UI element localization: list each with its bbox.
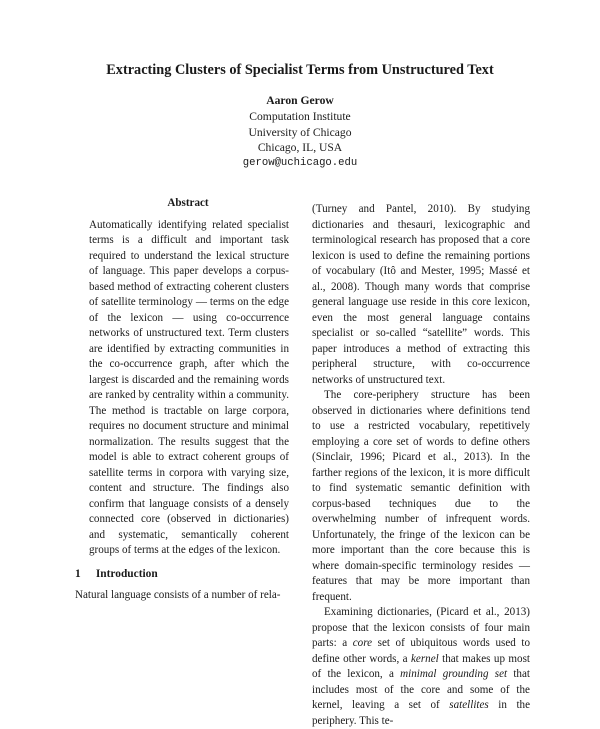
term-kernel: kernel [410,652,439,665]
author-block [0,93,600,172]
introduction-paragraph: Natural language consists of a number of rela- [75,589,281,601]
paragraph-3-text-d: that includes most of the core and some of the kernel, leaving a set of [312,668,530,711]
body-paragraph-1: (Turney and Pantel, 2010). By studying dictionaries and thesauri, lexicographic and terminological research has proposed that a core lexicon is used to define the remaining portions of vocabulary (Itô and Mester, 1995; Massé et al., 2008). Though many words that comprise general language use reside in this core lexicon, even the most general language contains specialist or so-called “satellite” words. This paper introduces a method of extracting this peripheral structure, with co-occurrence networks of unstructured text. [312,203,530,386]
author-affiliation-1: Computation Institute [249,109,351,123]
right-column [312,202,530,729]
author-location: Chicago, IL, USA [257,141,343,155]
author-name: Aaron Gerow [266,94,334,107]
body-paragraph-2: The core-periphery structure has been observed in dictionaries where definitions tend to use a restricted vocabulary, repetitively employing a core set of words to define others (Sinclair, 1996; Picard et al., 2013). In the farther regions of the lexicon, it is more difficult to find systematic semantic definition with corpus-based techniques due to the overwhelming number of infrequent words. Unfortunately, the fringe of the lexicon can be more important than the core because this is where domain-specific terminology resides — features that may be more important than frequent. [312,389,530,603]
section-number: 1 [75,567,81,580]
body-paragraph-3 [312,605,530,729]
paragraph-3-text-e: in the periphery. This te- [312,699,530,727]
author-email: gerow@uchicago.edu [242,157,358,170]
section-heading-introduction [75,567,301,583]
abstract-text: Automatically identifying related specialist terms is a difficult and important task required to understand the lexical structure of language. This paper develops a corpus-based method of extracting coherent clusters of satellite terminology — terms on the edge of the lexicon — using co-occurrence networks of unstructured text. Term clusters are identified by extracting communities in the co-occurrence graph, after which the largest is discarded and the remaining words are ranked by centrality within a community. The method is tractable on large corpora, requires no document structure and minimal normalization. The results suggest that the model is able to extract coherent groups of satellite terms in corpora with varying size, content and structure. The findings also confirm that language consists of a densely connected core (observed in dictionaries) and systematic, semantically coherent groups of terms at the edges of the lexicon. [89,218,289,556]
left-column [75,196,301,604]
paragraph-3-text-c: that makes up most of the lexicon, a [312,652,530,680]
term-core: core [352,637,373,649]
section-title: Introduction [95,567,158,580]
term-satellites: satellites [449,699,489,711]
paper-title: Extracting Clusters of Specialist Terms from Unstructured Text [106,62,494,78]
term-minimal-grounding-set: minimal grounding set [400,668,508,680]
paragraph-3-text-b: set of ubiquitous words used to define other words, a [312,637,530,665]
author-affiliation-2: University of Chicago [248,125,352,139]
abstract-heading: Abstract [167,197,209,209]
paragraph-3-text-a: Examining dictionaries, (Picard et al., 2013) propose that the lexicon consists of four main parts: a [312,606,530,649]
